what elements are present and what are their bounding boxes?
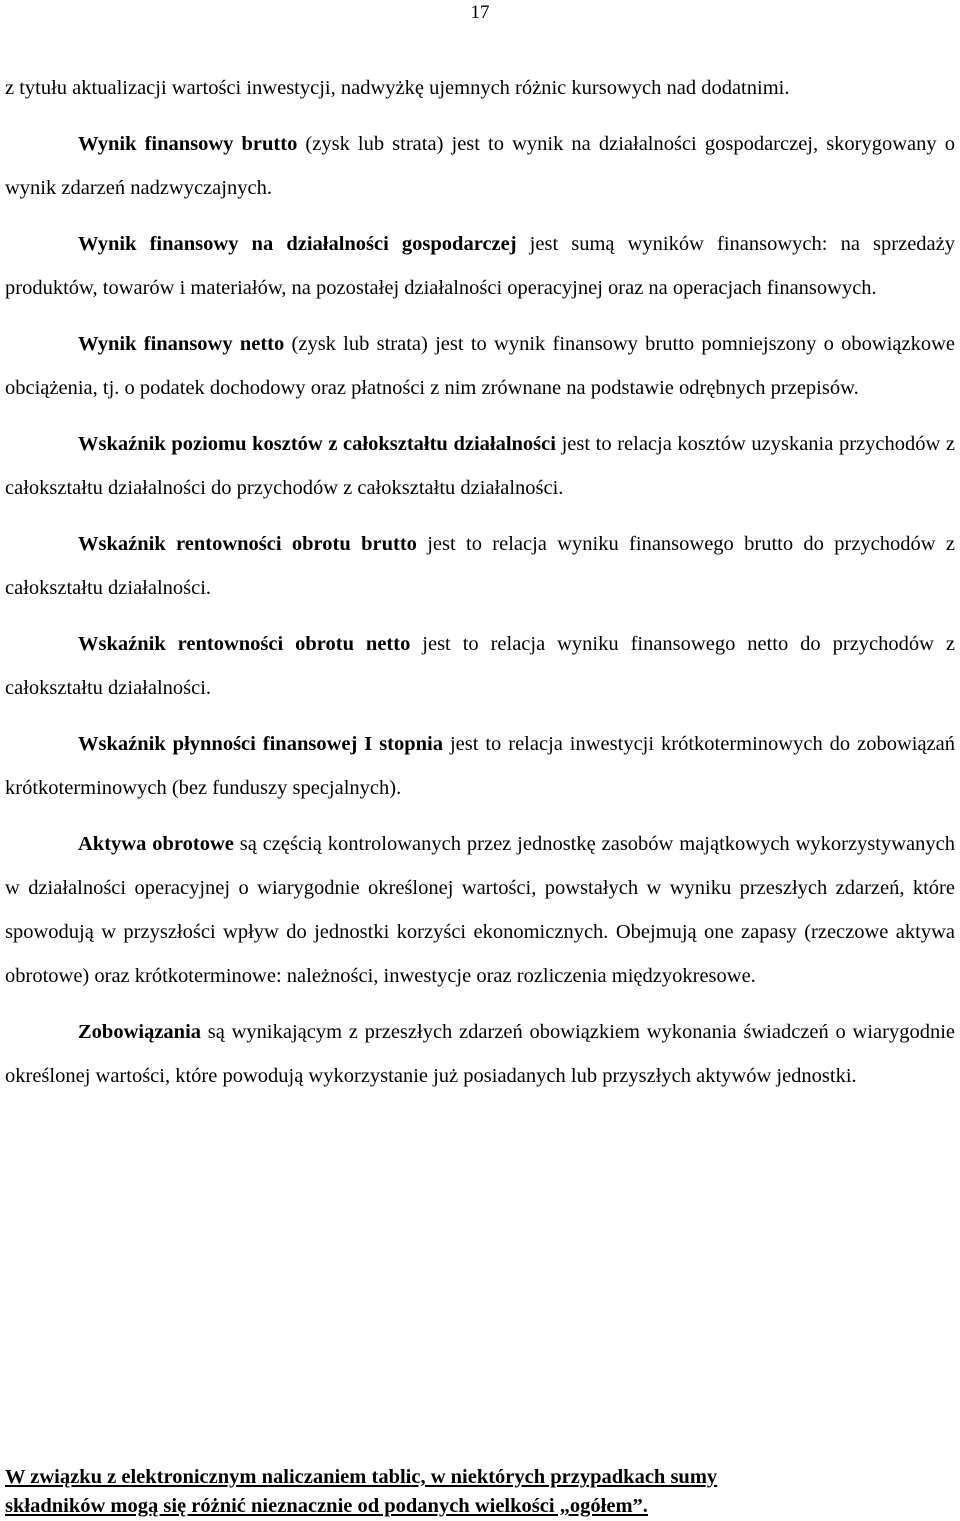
paragraph-text: są wynikającym z przeszłych zdarzeń obowiązkiem wykonania świadczeń o wiarygodnie określonej wartości, które powodują wykorzystanie już posiadanych lub przyszłych aktywów jednostki. <box>5 1021 955 1087</box>
footer-note-line-1: W związku z elektronicznym naliczaniem tablic, w niektórych przypadkach sumy <box>5 1466 718 1488</box>
paragraph-business-result <box>5 222 955 310</box>
paragraph-liabilities <box>5 1010 955 1098</box>
paragraph-text: jest to relacja kosztów uzyskania przychodów z całokształtu działalności do przychodów z całokształtu działalności. <box>5 433 955 499</box>
defined-term: Aktywa obrotowe <box>78 833 234 855</box>
paragraph-net-result <box>5 322 955 410</box>
defined-term: Wynik finansowy netto <box>78 333 285 355</box>
defined-term: Wskaźnik płynności finansowej I stopnia <box>78 733 443 755</box>
defined-term: Wskaźnik rentowności obrotu brutto <box>78 533 417 555</box>
paragraph-current-assets <box>5 822 955 998</box>
paragraph-text: jest sumą wyników finansowych: na sprzedaży produktów, towarów i materiałów, na pozostałej działalności operacyjnej oraz na operacjach finansowych. <box>5 233 955 299</box>
defined-term: Wynik finansowy brutto <box>78 133 298 155</box>
document-body <box>5 66 955 1098</box>
paragraph-continuation <box>5 66 955 110</box>
paragraph-text: jest to relacja wyniku finansowego brutto do przychodów z całokształtu działalności. <box>5 533 955 599</box>
paragraph-text: są częścią kontrolowanych przez jednostkę zasobów majątkowych wykorzystywanych w działalności operacyjnej o wiarygodnie określonej wartości, powstałych w wyniku przeszłych zdarzeń, które spowodują w przyszłości wpływ do jednostki korzyści ekonomicznych. Obejmują one zapasy (rzeczowe aktywa obrotowe) oraz krótkoterminowe: należności, inwestycje oraz rozliczenia międzyokresowe. <box>5 833 955 987</box>
defined-term: Zobowiązania <box>78 1021 202 1043</box>
defined-term: Wynik finansowy na działalności gospodarczej <box>78 233 517 255</box>
paragraph-cost-level-ratio <box>5 422 955 510</box>
paragraph-liquidity-ratio <box>5 722 955 810</box>
defined-term: Wskaźnik rentowności obrotu netto <box>78 633 411 655</box>
paragraph-text: (zysk lub strata) jest to wynik na działalności gospodarczej, skorygowany o wynik zdarzeń nadzwyczajnych. <box>5 133 955 199</box>
paragraph-gross-result <box>5 122 955 210</box>
paragraph-net-profitability <box>5 622 955 710</box>
paragraph-gross-profitability <box>5 522 955 610</box>
page-number: 17 <box>470 2 490 23</box>
footer-note-line-2: składników mogą się różnić nieznacznie od podanych wielkości „ogółem”. <box>5 1495 648 1517</box>
paragraph-text: jest to relacja inwestycji krótkoterminowych do zobowiązań krótkoterminowych (bez funduszy specjalnych). <box>5 733 955 799</box>
paragraph-text: (zysk lub strata) jest to wynik finansowy brutto pomniejszony o obowiązkowe obciążenia, tj. o podatek dochodowy oraz płatności z nim zrównane na podstawie odrębnych przepisów. <box>5 333 956 399</box>
footer-note <box>5 1463 955 1521</box>
defined-term: Wskaźnik poziomu kosztów z całokształtu działalności <box>78 433 556 455</box>
paragraph-text: jest to relacja wyniku finansowego netto do przychodów z całokształtu działalności. <box>5 633 955 699</box>
paragraph-text: z tytułu aktualizacji wartości inwestycji, nadwyżkę ujemnych różnic kursowych nad dodatnimi. <box>5 77 790 99</box>
